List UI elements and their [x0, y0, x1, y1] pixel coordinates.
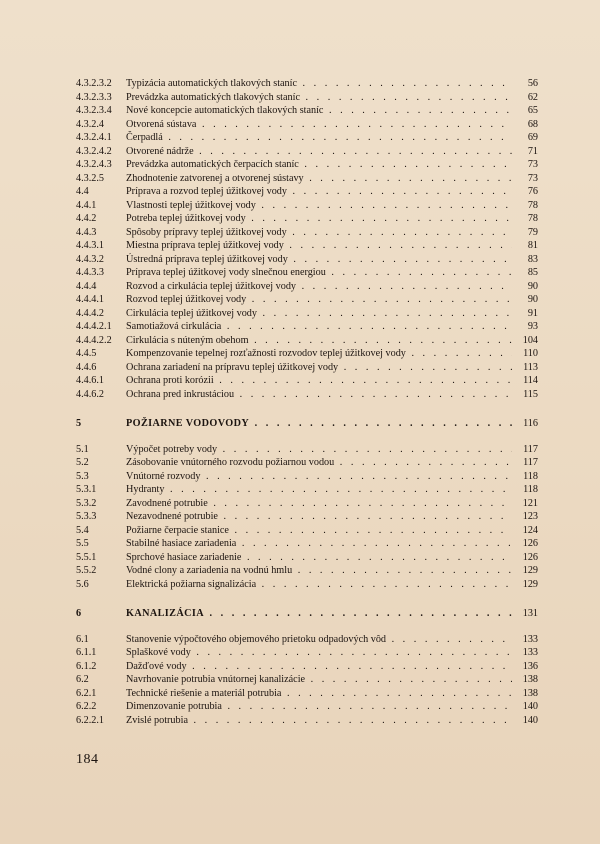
- toc-entry: [76, 361, 538, 375]
- section-number: 4.4: [76, 186, 89, 197]
- toc-chapter-entry: [76, 607, 538, 621]
- toc-entry: [76, 91, 538, 105]
- section-title: Rozvod teplej úžitkovej vody . . .: [126, 293, 512, 307]
- toc-entry: [76, 564, 538, 578]
- section-number: 5.6: [76, 578, 89, 590]
- section-number: 5.5.2: [76, 565, 97, 576]
- section-title: Výpočet potreby vody . . .: [126, 443, 512, 457]
- section-page-number: 129: [522, 578, 538, 590]
- section-number: 4.4.2: [76, 213, 97, 224]
- section-page-number: 79: [527, 226, 538, 238]
- section-title: Prevádzka automatických čerpacích staníc . . .: [126, 158, 512, 172]
- section-title: Požiarne čerpacie stanice . . .: [126, 524, 512, 538]
- section-page-number: 123: [522, 511, 538, 522]
- section-number: 4.4.4.2: [76, 307, 105, 319]
- toc-entry: [76, 714, 538, 728]
- section-title: Zhodnotenie zatvorenej a otvorenej sústavy . . .: [126, 172, 512, 186]
- section-number: 5.3: [76, 470, 89, 482]
- section-number: 4.4.6.1: [76, 375, 105, 386]
- section-number: 4.4.4.2.2: [76, 334, 112, 346]
- toc-entry: [76, 293, 538, 307]
- section-title: Príprava a rozvod teplej úžitkovej vody . . .: [126, 185, 512, 199]
- section-title: Ústredná príprava teplej úžitkovej vody . . .: [126, 253, 512, 267]
- section-number: 5.3.1: [76, 484, 97, 495]
- section-title: Dažďové vody . . .: [126, 660, 512, 674]
- section-title: Potreba teplej úžitkovej vody . . .: [126, 212, 512, 226]
- section-number: 6.2.2: [76, 701, 97, 712]
- section-page-number: 56: [527, 78, 538, 89]
- toc-entry: [76, 280, 538, 294]
- section-page-number: 68: [527, 118, 538, 130]
- page-number: 184: [76, 752, 99, 767]
- toc-entry: [76, 239, 538, 253]
- section-number: 4.4.3.2: [76, 253, 105, 265]
- section-number: 4.3.2.4.3: [76, 159, 112, 170]
- section-page-number: 124: [522, 524, 538, 536]
- toc-entry: [76, 524, 538, 538]
- section-page-number: 90: [527, 280, 538, 292]
- section-number: 5.4: [76, 524, 89, 536]
- toc-entry: [76, 470, 538, 484]
- section-title: Typizácia automatických tlakových staníc . . .: [126, 77, 512, 91]
- section-page-number: 69: [527, 132, 538, 143]
- section-page-number: 118: [523, 470, 538, 482]
- toc-entry: [76, 347, 538, 361]
- section-page-number: 138: [522, 674, 538, 685]
- toc-entry: [76, 334, 538, 348]
- toc-entry: [76, 551, 538, 565]
- toc-entry: [76, 537, 538, 551]
- table-of-contents: [76, 77, 538, 727]
- section-number: 6.2.1: [76, 687, 97, 699]
- section-page-number: 110: [523, 348, 538, 359]
- section-title: Vlastnosti teplej úžitkovej vody . . .: [126, 199, 512, 213]
- section-page-number: 78: [527, 199, 538, 211]
- section-title: Stabilné hasiace zariadenia . . .: [126, 537, 512, 551]
- section-page-number: 91: [527, 307, 538, 319]
- section-title: Sprchové hasiace zariadenie . . .: [126, 551, 512, 565]
- section-page-number: 131: [522, 608, 538, 619]
- section-title: Zavodnené potrubie . . .: [126, 497, 512, 511]
- section-title: Čerpadlá . . .: [126, 131, 512, 145]
- toc-entry: [76, 266, 538, 280]
- section-title: Prevádzka automatických tlakových staníc . . .: [126, 91, 512, 105]
- section-number: 4.3.2.4.2: [76, 145, 112, 157]
- toc-entry: [76, 158, 538, 172]
- section-number: 4.4.3: [76, 226, 97, 238]
- section-number: 4.4.6: [76, 361, 97, 373]
- section-number: 5.2: [76, 457, 89, 468]
- section-page-number: 73: [527, 159, 538, 170]
- section-page-number: 76: [527, 186, 538, 197]
- toc-entry: [76, 199, 538, 213]
- section-number: 6.2: [76, 674, 89, 685]
- section-title: KANALIZÁCIA . . .: [126, 607, 512, 621]
- toc-entry: [76, 660, 538, 674]
- toc-entry: [76, 578, 538, 592]
- section-page-number: 140: [522, 714, 538, 726]
- section-page-number: 116: [523, 418, 538, 429]
- toc-entry: [76, 456, 538, 470]
- section-title: Cirkulácia teplej úžitkovej vody . . .: [126, 307, 512, 321]
- section-title: Kompenzovanie tepelnej rozťažnosti rozvodov teplej úžitkovej vody . . .: [126, 347, 512, 361]
- section-number: 4.4.6.2: [76, 388, 105, 400]
- section-title: Technické riešenie a materiál potrubia . . .: [126, 687, 512, 701]
- section-title: Otvorené nádrže . . .: [126, 145, 512, 159]
- section-page-number: 118: [523, 484, 538, 495]
- section-title: POŽIARNE VODOVODY . . .: [126, 417, 512, 431]
- section-title: Vodné clony a zariadenia na vodnú hmlu . . .: [126, 564, 512, 578]
- section-number: 5: [76, 418, 82, 429]
- section-page-number: 133: [522, 633, 538, 645]
- section-number: 6: [76, 608, 82, 619]
- section-number: 4.4.3.3: [76, 267, 105, 278]
- section-page-number: 73: [527, 172, 538, 184]
- section-number: 5.5.1: [76, 551, 97, 563]
- section-number: 4.3.2.4: [76, 118, 105, 130]
- toc-entry: [76, 510, 538, 524]
- section-title: Ochrana pred inkrustáciou . . .: [126, 388, 512, 402]
- toc-chapter-entry: [76, 417, 538, 431]
- toc-entry: [76, 320, 538, 334]
- toc-entry: [76, 673, 538, 687]
- toc-entry: [76, 497, 538, 511]
- section-number: 5.3.2: [76, 497, 97, 509]
- section-page-number: 65: [527, 105, 538, 116]
- section-number: 5.1: [76, 443, 89, 455]
- section-page-number: 133: [522, 647, 538, 658]
- section-title: Stanovenie výpočtového objemového prietoku odpadových vôd . . .: [126, 633, 512, 647]
- section-title: Príprava teplej úžitkovej vody slnečnou energiou . . .: [126, 266, 512, 280]
- section-title: Hydranty . . .: [126, 483, 512, 497]
- section-number: 4.4.3.1: [76, 240, 105, 251]
- section-number: 4.3.2.3.2: [76, 78, 112, 89]
- section-number: 6.1.2: [76, 660, 97, 672]
- section-title: Vnútorné rozvody . . .: [126, 470, 512, 484]
- toc-entry: [76, 633, 538, 647]
- section-title: Ochrana proti korózii . . .: [126, 374, 512, 388]
- section-title: Nové koncepcie automatických tlakových staníc . . .: [126, 104, 512, 118]
- section-title: Miestna príprava teplej úžitkovej vody . . .: [126, 239, 512, 253]
- toc-entry: [76, 226, 538, 240]
- toc-entry: [76, 646, 538, 660]
- section-number: 5.3.3: [76, 511, 97, 522]
- section-number: 5.5: [76, 538, 89, 549]
- toc-entry: [76, 388, 538, 402]
- section-page-number: 126: [522, 551, 538, 563]
- section-title: Samotiažová cirkulácia . . .: [126, 320, 512, 334]
- section-number: 4.3.2.4.1: [76, 132, 112, 143]
- section-page-number: 138: [522, 687, 538, 699]
- section-title: Spôsoby prípravy teplej úžitkovej vody . . .: [126, 226, 512, 240]
- section-page-number: 85: [527, 267, 538, 278]
- section-title: Otvorená sústava . . .: [126, 118, 512, 132]
- toc-entry: [76, 687, 538, 701]
- section-page-number: 90: [527, 294, 538, 305]
- section-page-number: 115: [523, 388, 538, 400]
- section-title: Dimenzovanie potrubia . . .: [126, 700, 512, 714]
- section-page-number: 104: [522, 334, 538, 346]
- toc-entry: [76, 172, 538, 186]
- toc-entry: [76, 104, 538, 118]
- section-number: 6.2.2.1: [76, 714, 105, 726]
- toc-entry: [76, 307, 538, 321]
- section-page-number: 62: [527, 91, 538, 103]
- section-number: 4.3.2.3.4: [76, 105, 112, 116]
- section-title: Nezavodnené potrubie . . .: [126, 510, 512, 524]
- section-number: 4.4.4.1: [76, 294, 105, 305]
- section-page-number: 121: [522, 497, 538, 509]
- section-number: 6.1: [76, 633, 89, 645]
- section-page-number: 140: [522, 701, 538, 712]
- toc-entry: [76, 374, 538, 388]
- section-number: 4.3.2.3.3: [76, 91, 112, 103]
- toc-entry: [76, 77, 538, 91]
- section-page-number: 113: [523, 361, 538, 373]
- section-title: Zvislé potrubia . . .: [126, 714, 512, 728]
- section-page-number: 126: [522, 538, 538, 549]
- section-number: 4.4.5: [76, 348, 97, 359]
- section-page-number: 93: [527, 321, 538, 332]
- section-title: Splaškové vody . . .: [126, 646, 512, 660]
- toc-entry: [76, 253, 538, 267]
- section-number: 6.1.1: [76, 647, 97, 658]
- section-page-number: 117: [523, 443, 538, 455]
- toc-entry: [76, 483, 538, 497]
- section-page-number: 71: [527, 145, 538, 157]
- section-page-number: 78: [527, 213, 538, 224]
- toc-entry: [76, 700, 538, 714]
- toc-entry: [76, 118, 538, 132]
- section-title: Navrhovanie potrubia vnútornej kanalizácie . . .: [126, 673, 512, 687]
- section-title: Cirkulácia s núteným obehom . . .: [126, 334, 512, 348]
- section-title: Zásobovanie vnútorného rozvodu požiarnou vodou . . .: [126, 456, 512, 470]
- section-number: 4.4.4.2.1: [76, 321, 112, 332]
- section-page-number: 129: [522, 565, 538, 576]
- section-number: 4.4.1: [76, 199, 97, 211]
- toc-entry: [76, 443, 538, 457]
- toc-entry: [76, 185, 538, 199]
- section-title: Rozvod a cirkulácia teplej úžitkovej vody . . .: [126, 280, 512, 294]
- section-number: 4.3.2.5: [76, 172, 105, 184]
- toc-entry: [76, 131, 538, 145]
- section-page-number: 83: [527, 253, 538, 265]
- section-title: Ochrana zariadení na prípravu teplej úžitkovej vody . . .: [126, 361, 512, 375]
- section-title: Elektrická požiarna signalizácia . . .: [126, 578, 512, 592]
- section-page-number: 114: [523, 375, 538, 386]
- section-page-number: 81: [527, 240, 538, 251]
- section-number: 4.4.4: [76, 280, 97, 292]
- section-page-number: 136: [522, 660, 538, 672]
- toc-entry: [76, 212, 538, 226]
- section-page-number: 117: [523, 457, 538, 468]
- toc-entry: [76, 145, 538, 159]
